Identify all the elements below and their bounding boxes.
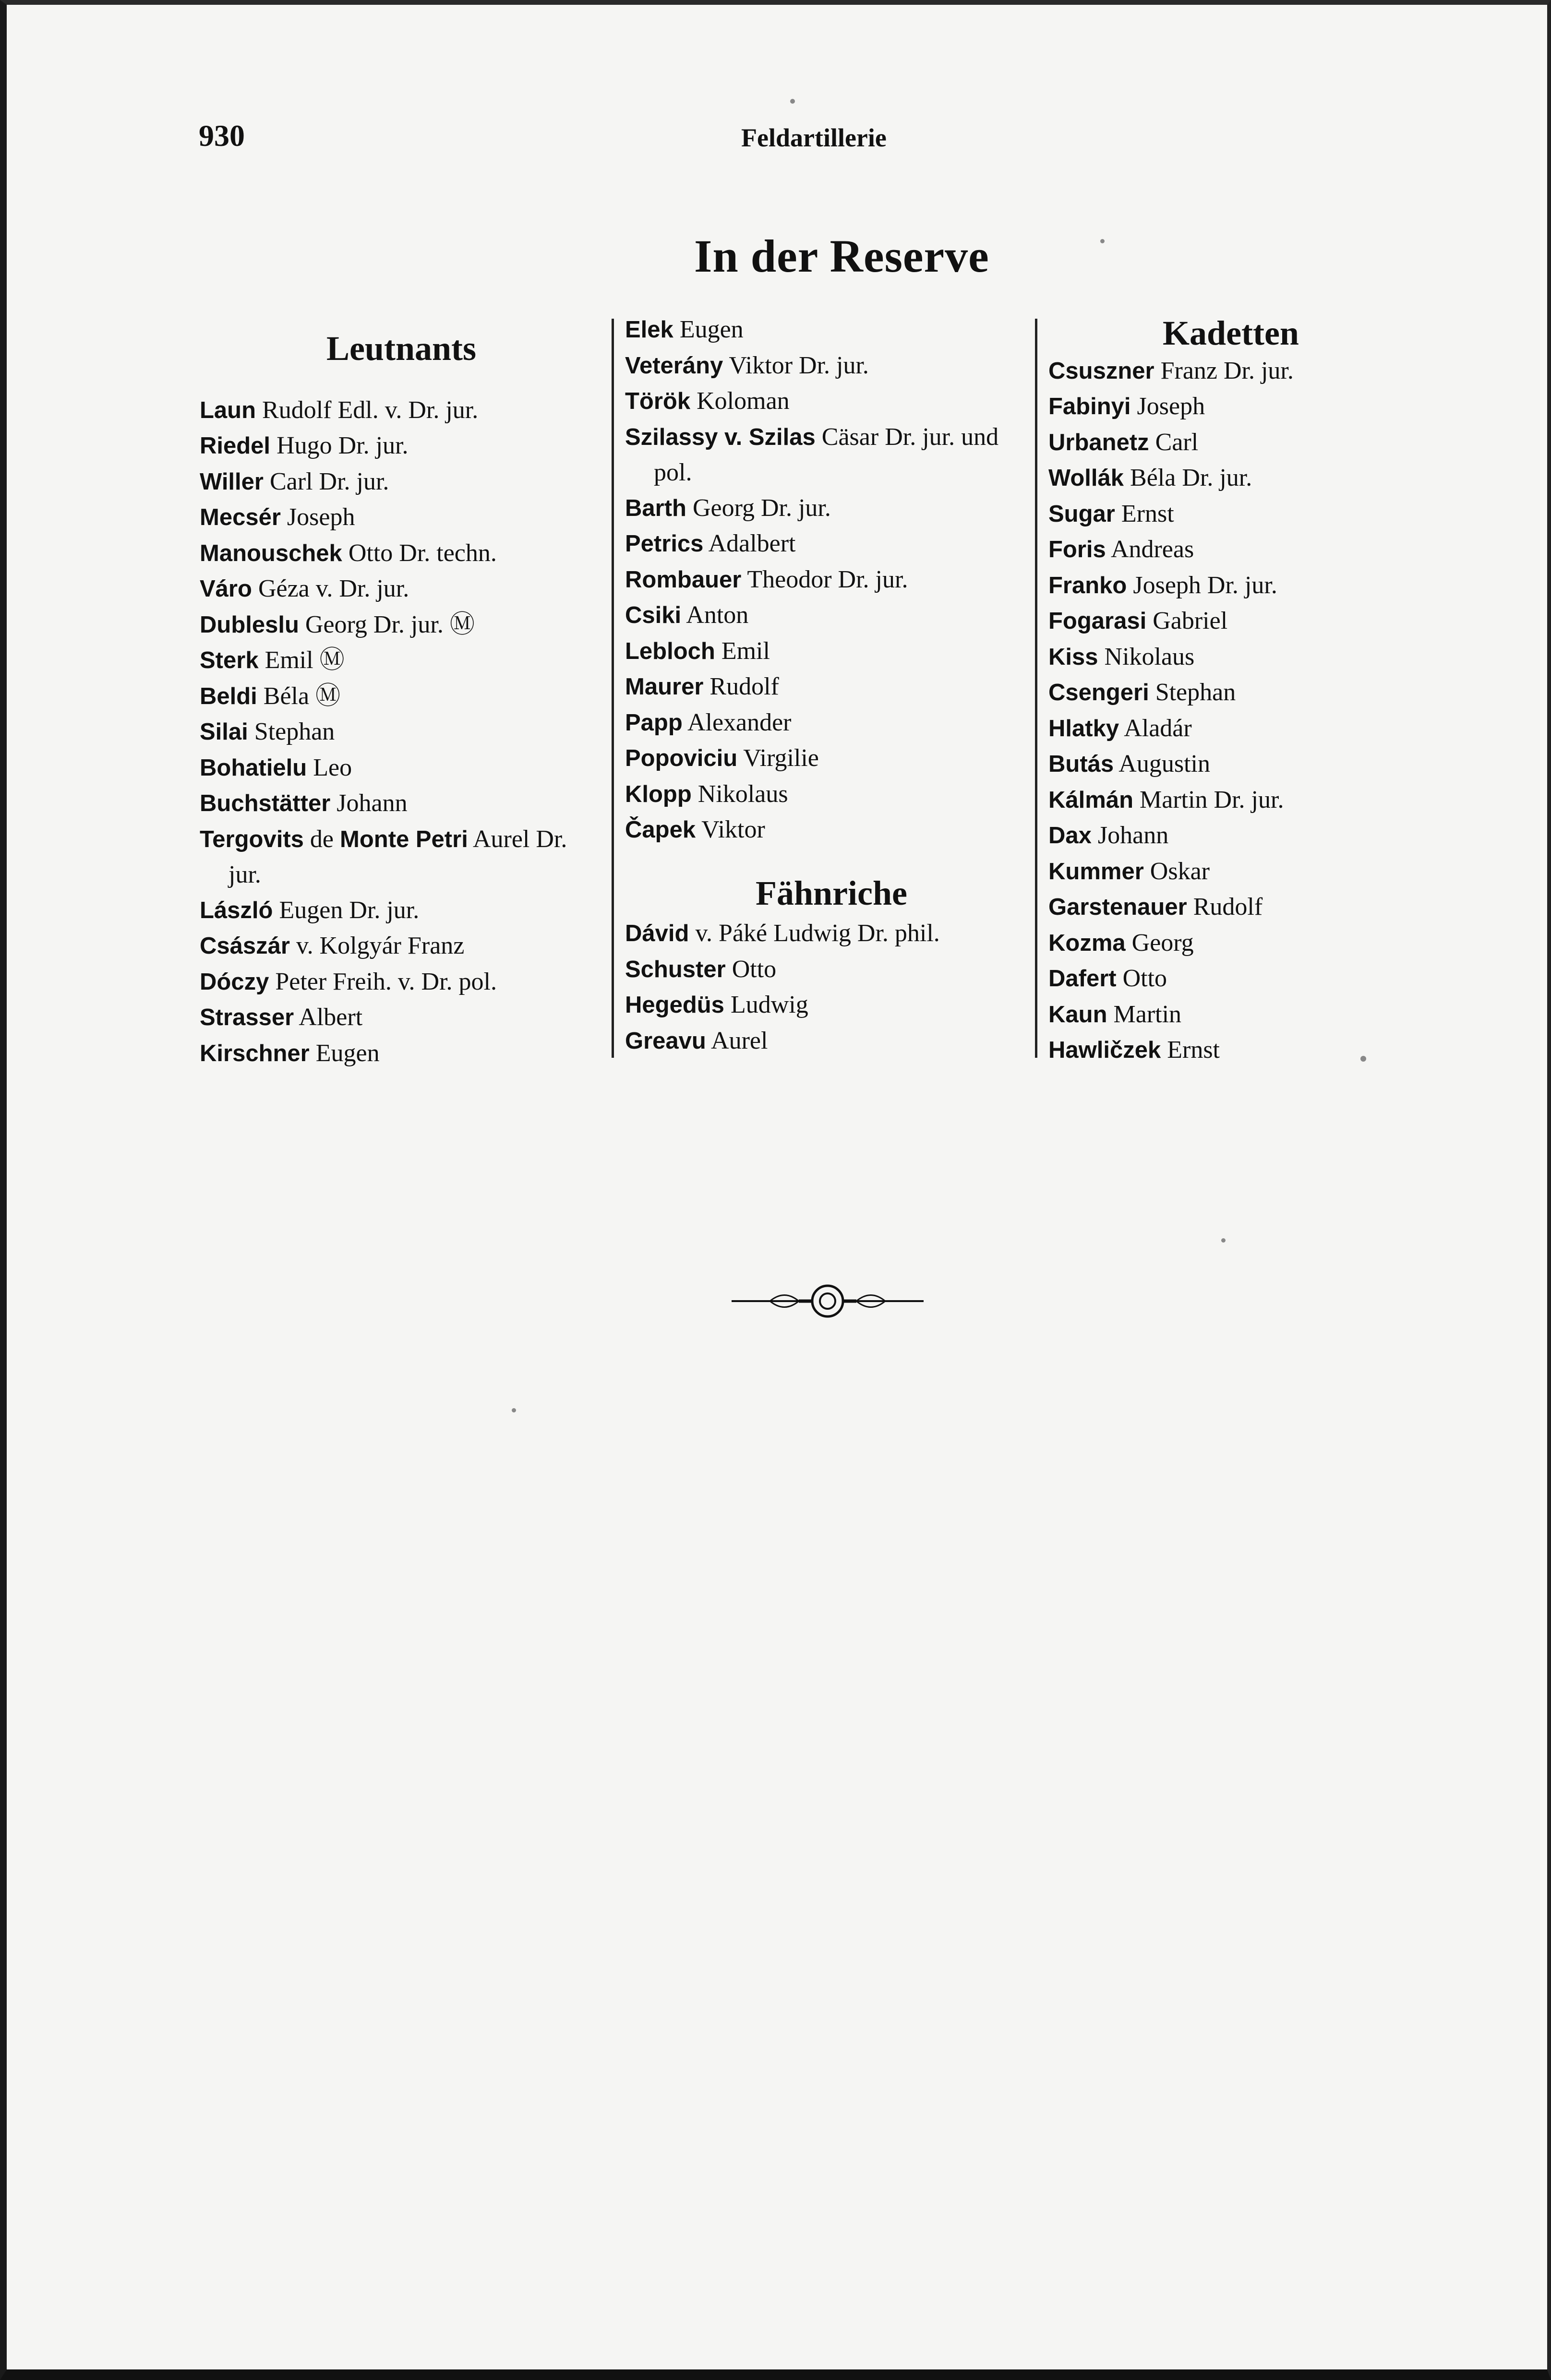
- entry-details: v. Páké Ludwig Dr. phil.: [695, 920, 940, 947]
- roster-entry: [625, 419, 1038, 490]
- roster-entry: [625, 1023, 1038, 1059]
- entry-details: Viktor: [701, 816, 765, 843]
- entry-details: Hugo Dr. jur.: [277, 432, 409, 459]
- entry-surname: Kozma: [1048, 930, 1126, 956]
- entry-surname: Kaun: [1048, 1001, 1107, 1028]
- column-heading: Kadetten: [1163, 314, 1299, 352]
- entry-details: Béla Ⓜ: [263, 682, 341, 710]
- entry-list: [200, 393, 603, 1072]
- entry-details: de Monte Petri Aurel Dr. jur.: [228, 825, 567, 888]
- entry-details: Eugen: [315, 1039, 380, 1067]
- entry-details: Otto Dr. techn.: [348, 539, 497, 567]
- running-title: Feldartillerie: [741, 123, 887, 152]
- roster-entry: [200, 464, 603, 500]
- roster-entry: [625, 777, 1038, 813]
- entry-details: Emil: [721, 637, 770, 665]
- roster-entry: [200, 571, 603, 607]
- entry-details: Franz Dr. jur.: [1160, 357, 1294, 384]
- entry-surname: Kirschner: [200, 1040, 310, 1066]
- roster-entry: [625, 526, 1038, 562]
- entry-details: Martin: [1113, 1000, 1182, 1028]
- entry-surname: Dax: [1048, 823, 1092, 849]
- entry-details: Martin Dr. jur.: [1140, 786, 1284, 813]
- entry-surname: Csiki: [625, 602, 682, 628]
- roster-entry: [1048, 925, 1413, 961]
- entry-surname: Petrics: [625, 531, 704, 557]
- roster-entry: [1048, 711, 1413, 747]
- entry-details: Aurel: [711, 1027, 768, 1054]
- entry-surname: Török: [625, 388, 691, 414]
- column-subheading: Fähnriche: [756, 873, 907, 912]
- roster-entry: [625, 987, 1038, 1023]
- roster-entry: [200, 1036, 603, 1072]
- section-title: In der Reserve: [694, 230, 989, 282]
- column-leutnants: [200, 312, 603, 1071]
- roster-entry: [1048, 1032, 1413, 1068]
- entry-surname: Tergovits: [200, 826, 304, 852]
- entry-surname: Csengeri: [1048, 680, 1149, 706]
- entry-details: Andreas: [1110, 536, 1194, 563]
- roster-entry: [200, 428, 603, 464]
- roster-entry: [200, 607, 603, 643]
- roster-entry: [1048, 568, 1413, 604]
- entry-details: Carl Dr. jur.: [269, 467, 389, 495]
- entry-surname: Hawličzek: [1048, 1037, 1161, 1063]
- entry-surname: Elek: [625, 317, 673, 343]
- entry-surname: Barth: [625, 495, 686, 521]
- entry-surname: Buchstätter: [200, 790, 331, 816]
- entry-surname: Dávid: [625, 921, 689, 946]
- roster-entry: [625, 598, 1038, 634]
- roster-entry: [200, 928, 603, 964]
- entry-surname: Maurer: [625, 674, 704, 700]
- entry-surname: Foris: [1048, 537, 1106, 562]
- entry-details: Viktor Dr. jur.: [729, 351, 869, 379]
- roster-entry: [200, 679, 603, 715]
- entry-surname: Franko: [1048, 572, 1127, 598]
- roster-entry: [625, 812, 1038, 848]
- entry-surname: Veterány: [625, 352, 723, 379]
- entry-surname: Lebloch: [625, 638, 715, 664]
- column-heading: Leutnants: [326, 329, 477, 368]
- entry-surname: Strasser: [200, 1005, 294, 1030]
- entry-details: Emil Ⓜ: [265, 646, 345, 674]
- roster-entry: [200, 750, 603, 786]
- entry-surname: Hegedüs: [625, 992, 724, 1018]
- roster-entry: [1048, 425, 1413, 461]
- decorative-divider-ornament-icon: [732, 1280, 924, 1323]
- entry-details: Rudolf: [709, 673, 779, 700]
- roster-entry: [1048, 603, 1413, 639]
- entry-surname: Dóczy: [200, 969, 269, 995]
- roster-entry: [200, 786, 603, 822]
- roster-entry: [625, 383, 1038, 419]
- entry-list: [1048, 353, 1413, 1068]
- roster-entry: [1048, 496, 1413, 532]
- roster-entry: [625, 916, 1038, 952]
- entry-details: Béla Dr. jur.: [1130, 464, 1252, 491]
- entry-details: Rudolf Edl. v. Dr. jur.: [262, 396, 479, 424]
- entry-details: Aladár: [1124, 714, 1192, 742]
- roster-entry: [625, 669, 1038, 705]
- entry-details: Otto: [1122, 965, 1167, 992]
- entry-details: Johann: [337, 789, 408, 817]
- entry-surname: Rombauer: [625, 566, 742, 593]
- entry-list: [625, 312, 1038, 848]
- column-kadetten: [1048, 312, 1413, 1068]
- entry-details: Stephan: [254, 718, 335, 745]
- roster-entry: [1048, 460, 1413, 496]
- entry-surname: Butás: [1048, 751, 1114, 777]
- entry-surname: Urbanetz: [1048, 429, 1149, 455]
- entry-surname: Silai: [200, 719, 248, 745]
- roster-entry: [1048, 639, 1413, 675]
- entry-details: Georg: [1131, 929, 1194, 957]
- entry-surname: Manouschek: [200, 540, 342, 566]
- entry-details: Joseph: [1137, 393, 1205, 420]
- entry-surname: Kummer: [1048, 858, 1144, 885]
- roster-entry: [625, 312, 1038, 348]
- entry-surname: Čapek: [625, 817, 696, 843]
- entry-details: Eugen: [679, 316, 744, 343]
- entry-surname: Klopp: [625, 781, 692, 807]
- roster-entry: [200, 536, 603, 572]
- roster-entry: [200, 393, 603, 429]
- entry-details: Carl: [1155, 428, 1199, 456]
- roster-entry: [1048, 353, 1413, 389]
- roster-entry: [625, 634, 1038, 670]
- entry-details: Virgilie: [743, 744, 819, 772]
- entry-details: Albert: [299, 1004, 363, 1031]
- entry-surname: Garstenauer: [1048, 894, 1187, 920]
- entry-details: Oskar: [1150, 857, 1210, 885]
- entry-details: Georg Dr. jur. Ⓜ: [305, 610, 475, 638]
- roster-entry: [1048, 889, 1413, 925]
- entry-surname: Willer: [200, 468, 264, 495]
- entry-details: Eugen Dr. jur.: [279, 896, 420, 924]
- entry-surname: Szilassy v. Szilas: [625, 424, 816, 450]
- column-unnamed: [625, 312, 1038, 1059]
- entry-surname: László: [200, 897, 273, 923]
- entry-surname: Váro: [200, 576, 252, 602]
- entry-details: Ernst: [1121, 500, 1174, 527]
- entry-details: Anton: [686, 601, 749, 629]
- entry-surname: Bohatielu: [200, 754, 307, 781]
- roster-entry: [625, 741, 1038, 777]
- entry-surname: Riedel: [200, 433, 271, 459]
- roster-entry: [200, 893, 603, 929]
- entry-surname: Schuster: [625, 956, 726, 982]
- roster-entry: [1048, 389, 1413, 425]
- entry-surname: Popoviciu: [625, 745, 738, 771]
- roster-entry: [1048, 961, 1413, 997]
- roster-entry: [1048, 782, 1413, 818]
- entry-details: Gabriel: [1153, 607, 1228, 634]
- entry-details: Rudolf: [1193, 893, 1263, 921]
- roster-entry: [1048, 997, 1413, 1033]
- entry-surname: Fabinyi: [1048, 394, 1131, 419]
- entry-surname: Greavu: [625, 1028, 706, 1054]
- entry-details: Augustin: [1118, 750, 1210, 777]
- entry-details: v. Kolgyár Franz: [296, 932, 465, 959]
- entry-details: Joseph Dr. jur.: [1133, 571, 1277, 599]
- page-header: [199, 118, 1403, 156]
- entry-surname: Sugar: [1048, 501, 1115, 527]
- entry-details: Johann: [1097, 822, 1169, 849]
- roster-entry: [1048, 746, 1413, 782]
- column-divider: [612, 319, 614, 1058]
- entry-details: Joseph: [287, 503, 355, 531]
- entry-details: Nikolaus: [1104, 643, 1195, 670]
- entry-surname: Beldi: [200, 683, 257, 709]
- entry-details: Theodor Dr. jur.: [747, 565, 908, 593]
- entry-details: Ernst: [1167, 1036, 1220, 1064]
- entry-surname: Laun: [200, 397, 256, 423]
- entry-surname: Dafert: [1048, 966, 1117, 992]
- entry-surname: Kiss: [1048, 644, 1098, 670]
- entry-details: Otto: [732, 955, 777, 983]
- entry-details: Ludwig: [730, 991, 808, 1018]
- roster-entry: [200, 500, 603, 536]
- entry-surname: Hlatky: [1048, 715, 1119, 742]
- roster-entry: [625, 705, 1038, 741]
- roster-entry: [1048, 532, 1413, 568]
- entry-surname: Sterk: [200, 647, 259, 673]
- roster-entry: [200, 964, 603, 1000]
- entry-details: Cäsar Dr. jur. und pol.: [654, 423, 999, 486]
- column-divider: [1035, 319, 1037, 1058]
- roster-entry: [625, 490, 1038, 526]
- entry-details: Stephan: [1155, 679, 1236, 706]
- page-number: 930: [199, 119, 245, 153]
- roster-entry: [1048, 818, 1413, 854]
- entry-details: Peter Freih. v. Dr. pol.: [275, 968, 497, 995]
- roster-entry: [625, 348, 1038, 384]
- entry-details: Adalbert: [708, 530, 796, 557]
- entry-surname: Wollák: [1048, 465, 1124, 491]
- roster-entry: [200, 714, 603, 750]
- roster-entry: [1048, 675, 1413, 711]
- entry-surname: Császár: [200, 933, 290, 959]
- entry-details: Leo: [313, 753, 352, 781]
- roster-entry: [1048, 854, 1413, 890]
- entry-details: Nikolaus: [697, 780, 788, 808]
- roster-entry: [625, 952, 1038, 988]
- entry-surname: Fogarasi: [1048, 608, 1147, 634]
- roster-entry: [200, 643, 603, 679]
- roster-entry: [200, 1000, 603, 1036]
- subentry-list: [625, 916, 1038, 1059]
- entry-surname: Mecsér: [200, 504, 281, 530]
- roster-entry: [200, 822, 603, 893]
- roster-entry: [625, 562, 1038, 598]
- entry-details: Georg Dr. jur.: [692, 494, 831, 522]
- entry-surname: Papp: [625, 709, 683, 736]
- entry-surname: Kálmán: [1048, 787, 1134, 813]
- entry-surname: Csuszner: [1048, 358, 1154, 384]
- entry-surname: Dubleslu: [200, 611, 299, 638]
- entry-details: Koloman: [697, 387, 790, 415]
- entry-details: Alexander: [687, 708, 792, 736]
- entry-details: Géza v. Dr. jur.: [258, 575, 409, 602]
